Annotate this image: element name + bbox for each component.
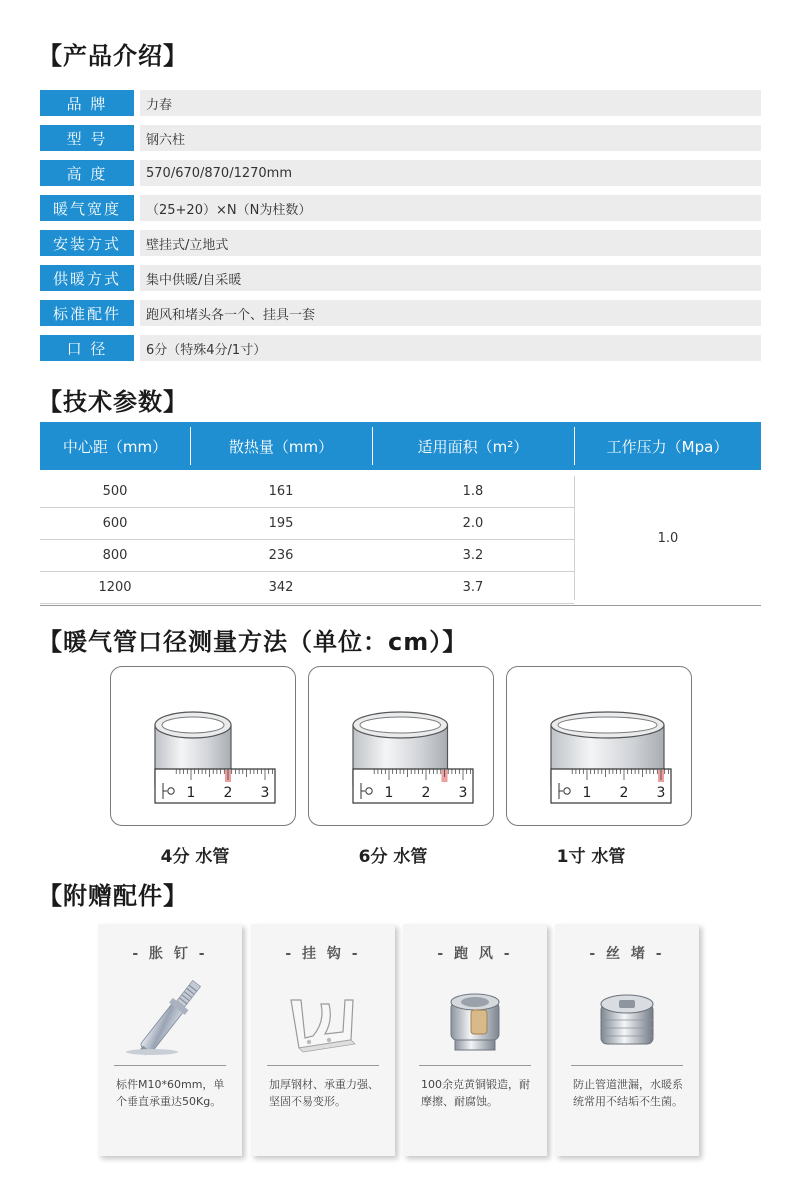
ruler bbox=[551, 769, 671, 803]
tech-header-row bbox=[40, 422, 761, 470]
table-cell: 500 bbox=[102, 484, 128, 499]
accessory-description: 100余克黄铜锻造，耐摩擦、耐腐蚀。 bbox=[421, 1078, 530, 1108]
pipe-hole bbox=[162, 717, 224, 733]
tech-body bbox=[40, 476, 761, 606]
intro-row bbox=[40, 125, 761, 151]
intro-label: 高 度 bbox=[40, 160, 134, 186]
intro-row bbox=[40, 230, 761, 256]
ruler-number: 3 bbox=[260, 785, 270, 801]
pipe-card bbox=[308, 666, 494, 826]
intro-value: 跑风和堵头各一个、挂具一套 bbox=[140, 300, 761, 326]
accessory-description: 加厚钢材、承重力强、坚固不易变形。 bbox=[269, 1078, 379, 1108]
intro-value: 6分（特殊4分/1寸） bbox=[140, 335, 761, 361]
intro-table bbox=[40, 90, 761, 370]
table-cell: 1.8 bbox=[462, 484, 484, 499]
accessory-title: - 丝 堵 - bbox=[589, 946, 665, 962]
accessory-card bbox=[251, 924, 395, 1156]
accessory-description: 标件M10*60mm，单个垂直承重达50Kg。 bbox=[116, 1078, 225, 1108]
intro-label: 暖气宽度 bbox=[40, 195, 134, 221]
tech-header-cell: 适用面积（m²） bbox=[372, 422, 574, 470]
pipe-diagram bbox=[507, 667, 693, 827]
table-cell: 2.0 bbox=[462, 516, 484, 531]
pipe-caption: 4分 水管 bbox=[160, 847, 230, 867]
pipe-diagrams bbox=[110, 666, 692, 826]
table-cell: 3.2 bbox=[462, 548, 484, 563]
table-cell: 161 bbox=[268, 484, 294, 499]
accessory-card bbox=[403, 924, 547, 1156]
accessory-divider bbox=[114, 1065, 226, 1066]
accessory-card bbox=[555, 924, 699, 1156]
ruler-number: 2 bbox=[421, 785, 431, 801]
tech-header-cell: 中心距（mm） bbox=[62, 437, 168, 456]
tech-table bbox=[40, 422, 761, 606]
intro-label: 供暖方式 bbox=[40, 265, 134, 291]
intro-value: 集中供暖/自采暖 bbox=[140, 265, 761, 291]
ruler-number: 1 bbox=[582, 785, 592, 801]
section-title-pipe: 【暖气管口径测量方法（单位：cm）】 bbox=[38, 628, 468, 656]
table-cell: 236 bbox=[268, 548, 294, 563]
intro-value: （25+20）×N（N为柱数） bbox=[140, 195, 761, 221]
tech-header-cell: 工作压力（Mpa） bbox=[574, 422, 761, 470]
ruler-number: 2 bbox=[619, 785, 629, 801]
intro-row bbox=[40, 300, 761, 326]
pipe-hole bbox=[558, 717, 657, 733]
accessory-title: - 胀 钉 - bbox=[132, 946, 208, 962]
table-cell: 342 bbox=[268, 580, 294, 595]
section-title-tech: 【技术参数】 bbox=[38, 388, 188, 416]
expansion-bolt-icon bbox=[120, 970, 220, 1062]
ruler-number: 1 bbox=[384, 785, 394, 801]
intro-value: 钢六柱 bbox=[140, 125, 761, 151]
intro-label: 口 径 bbox=[40, 335, 134, 361]
section-title-accessories: 【附赠配件】 bbox=[38, 882, 188, 910]
accessory-title: - 跑 风 - bbox=[437, 946, 513, 962]
plug-cap-icon bbox=[577, 970, 677, 1062]
pipe-card bbox=[506, 666, 692, 826]
intro-row bbox=[40, 160, 761, 186]
table-cell: 1200 bbox=[98, 580, 132, 595]
accessory-description: 防止管道泄漏，水暖系统常用不结垢不生菌。 bbox=[573, 1078, 683, 1108]
intro-value: 壁挂式/立地式 bbox=[140, 230, 761, 256]
tech-header-cell: 散热量（mm） bbox=[190, 422, 372, 470]
intro-row bbox=[40, 335, 761, 361]
table-cell: 800 bbox=[102, 548, 128, 563]
intro-label: 标准配件 bbox=[40, 300, 134, 326]
pressure-cell: 1.0 bbox=[574, 476, 761, 600]
pipe-caption: 1寸 水管 bbox=[556, 847, 626, 867]
intro-value: 力春 bbox=[140, 90, 761, 116]
ruler-number: 1 bbox=[186, 785, 196, 801]
accessory-divider bbox=[267, 1065, 379, 1066]
air-valve-icon bbox=[425, 970, 525, 1062]
table-cell: 600 bbox=[102, 516, 128, 531]
section-title-intro: 【产品介绍】 bbox=[38, 42, 188, 70]
pipe-diagram bbox=[111, 667, 297, 827]
accessory-divider bbox=[419, 1065, 531, 1066]
ruler-number: 2 bbox=[223, 785, 233, 801]
intro-label: 品 牌 bbox=[40, 90, 134, 116]
ruler bbox=[155, 769, 275, 803]
pipe-hole bbox=[360, 717, 441, 733]
intro-label: 型 号 bbox=[40, 125, 134, 151]
pipe-caption: 6分 水管 bbox=[358, 847, 428, 867]
table-cell: 3.7 bbox=[462, 580, 484, 595]
ruler-number: 3 bbox=[458, 785, 468, 801]
intro-row bbox=[40, 195, 761, 221]
intro-label: 安装方式 bbox=[40, 230, 134, 256]
bracket-hook-icon bbox=[273, 970, 373, 1062]
accessory-title: - 挂 钩 - bbox=[285, 946, 361, 962]
ruler bbox=[353, 769, 473, 803]
accessory-divider bbox=[571, 1065, 683, 1066]
ruler-number: 3 bbox=[656, 785, 666, 801]
table-cell: 195 bbox=[268, 516, 294, 531]
pipe-diagram bbox=[309, 667, 495, 827]
intro-row bbox=[40, 265, 761, 291]
intro-row bbox=[40, 90, 761, 116]
pipe-card bbox=[110, 666, 296, 826]
accessory-card bbox=[98, 924, 242, 1156]
intro-value: 570/670/870/1270mm bbox=[140, 160, 761, 186]
